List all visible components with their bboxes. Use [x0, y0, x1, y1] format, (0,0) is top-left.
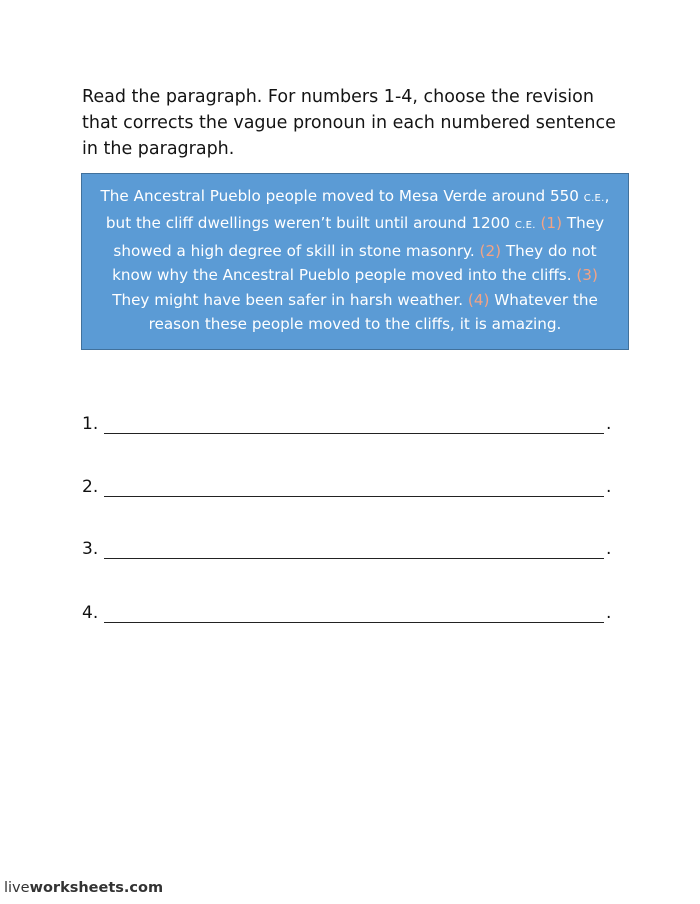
logo-text-light: live — [4, 880, 30, 896]
ce-abbreviation: C.E. — [514, 220, 536, 232]
answer-input-4[interactable] — [104, 603, 604, 623]
answer-label: 2. — [82, 477, 99, 497]
answer-row-3 — [82, 533, 612, 559]
sentence-4: Whatever the reason these people moved to the cliffs, it is amazing. — [148, 290, 598, 334]
answer-row-2 — [82, 471, 612, 497]
answer-period: . — [606, 603, 612, 623]
answer-input-2[interactable] — [104, 477, 604, 497]
sentence-3: They might have been safer in harsh weather. — [112, 290, 468, 309]
sentence-number-3: (3) — [576, 266, 598, 285]
passage-text: , but the cliff dwellings weren’t built until around 1200 — [105, 187, 610, 233]
sentence-1: They showed a high degree of skill in stone masonry. — [113, 214, 605, 260]
sentence-number-4: (4) — [467, 290, 490, 309]
answer-row-4 — [82, 597, 612, 623]
answer-label: 3. — [82, 539, 99, 559]
sentence-2: They do not know why the Ancestral Pueblo people moved into the cliffs. — [112, 241, 597, 285]
answer-period: . — [606, 477, 612, 497]
passage-box — [81, 173, 629, 350]
sentence-number-2: (2) — [479, 241, 502, 260]
answer-period: . — [606, 414, 612, 434]
liveworksheets-logo — [4, 880, 163, 896]
logo-text-bold: worksheets.com — [29, 880, 164, 896]
passage-text: The Ancestral Pueblo people moved to Mesa Verde around 550 — [100, 187, 584, 205]
answer-label: 1. — [82, 414, 99, 434]
answer-input-1[interactable] — [104, 414, 604, 434]
answer-label: 4. — [82, 603, 99, 623]
answer-input-3[interactable] — [104, 539, 604, 559]
sentence-number-1: (1) — [540, 214, 563, 233]
answer-period: . — [606, 539, 612, 559]
ce-abbreviation: C.E. — [583, 193, 605, 204]
answer-row-1 — [82, 408, 612, 434]
instructions-text: Read the paragraph. For numbers 1-4, choose the revision that corrects the vague pronoun in each numbered sentence in the paragraph. — [82, 87, 616, 159]
